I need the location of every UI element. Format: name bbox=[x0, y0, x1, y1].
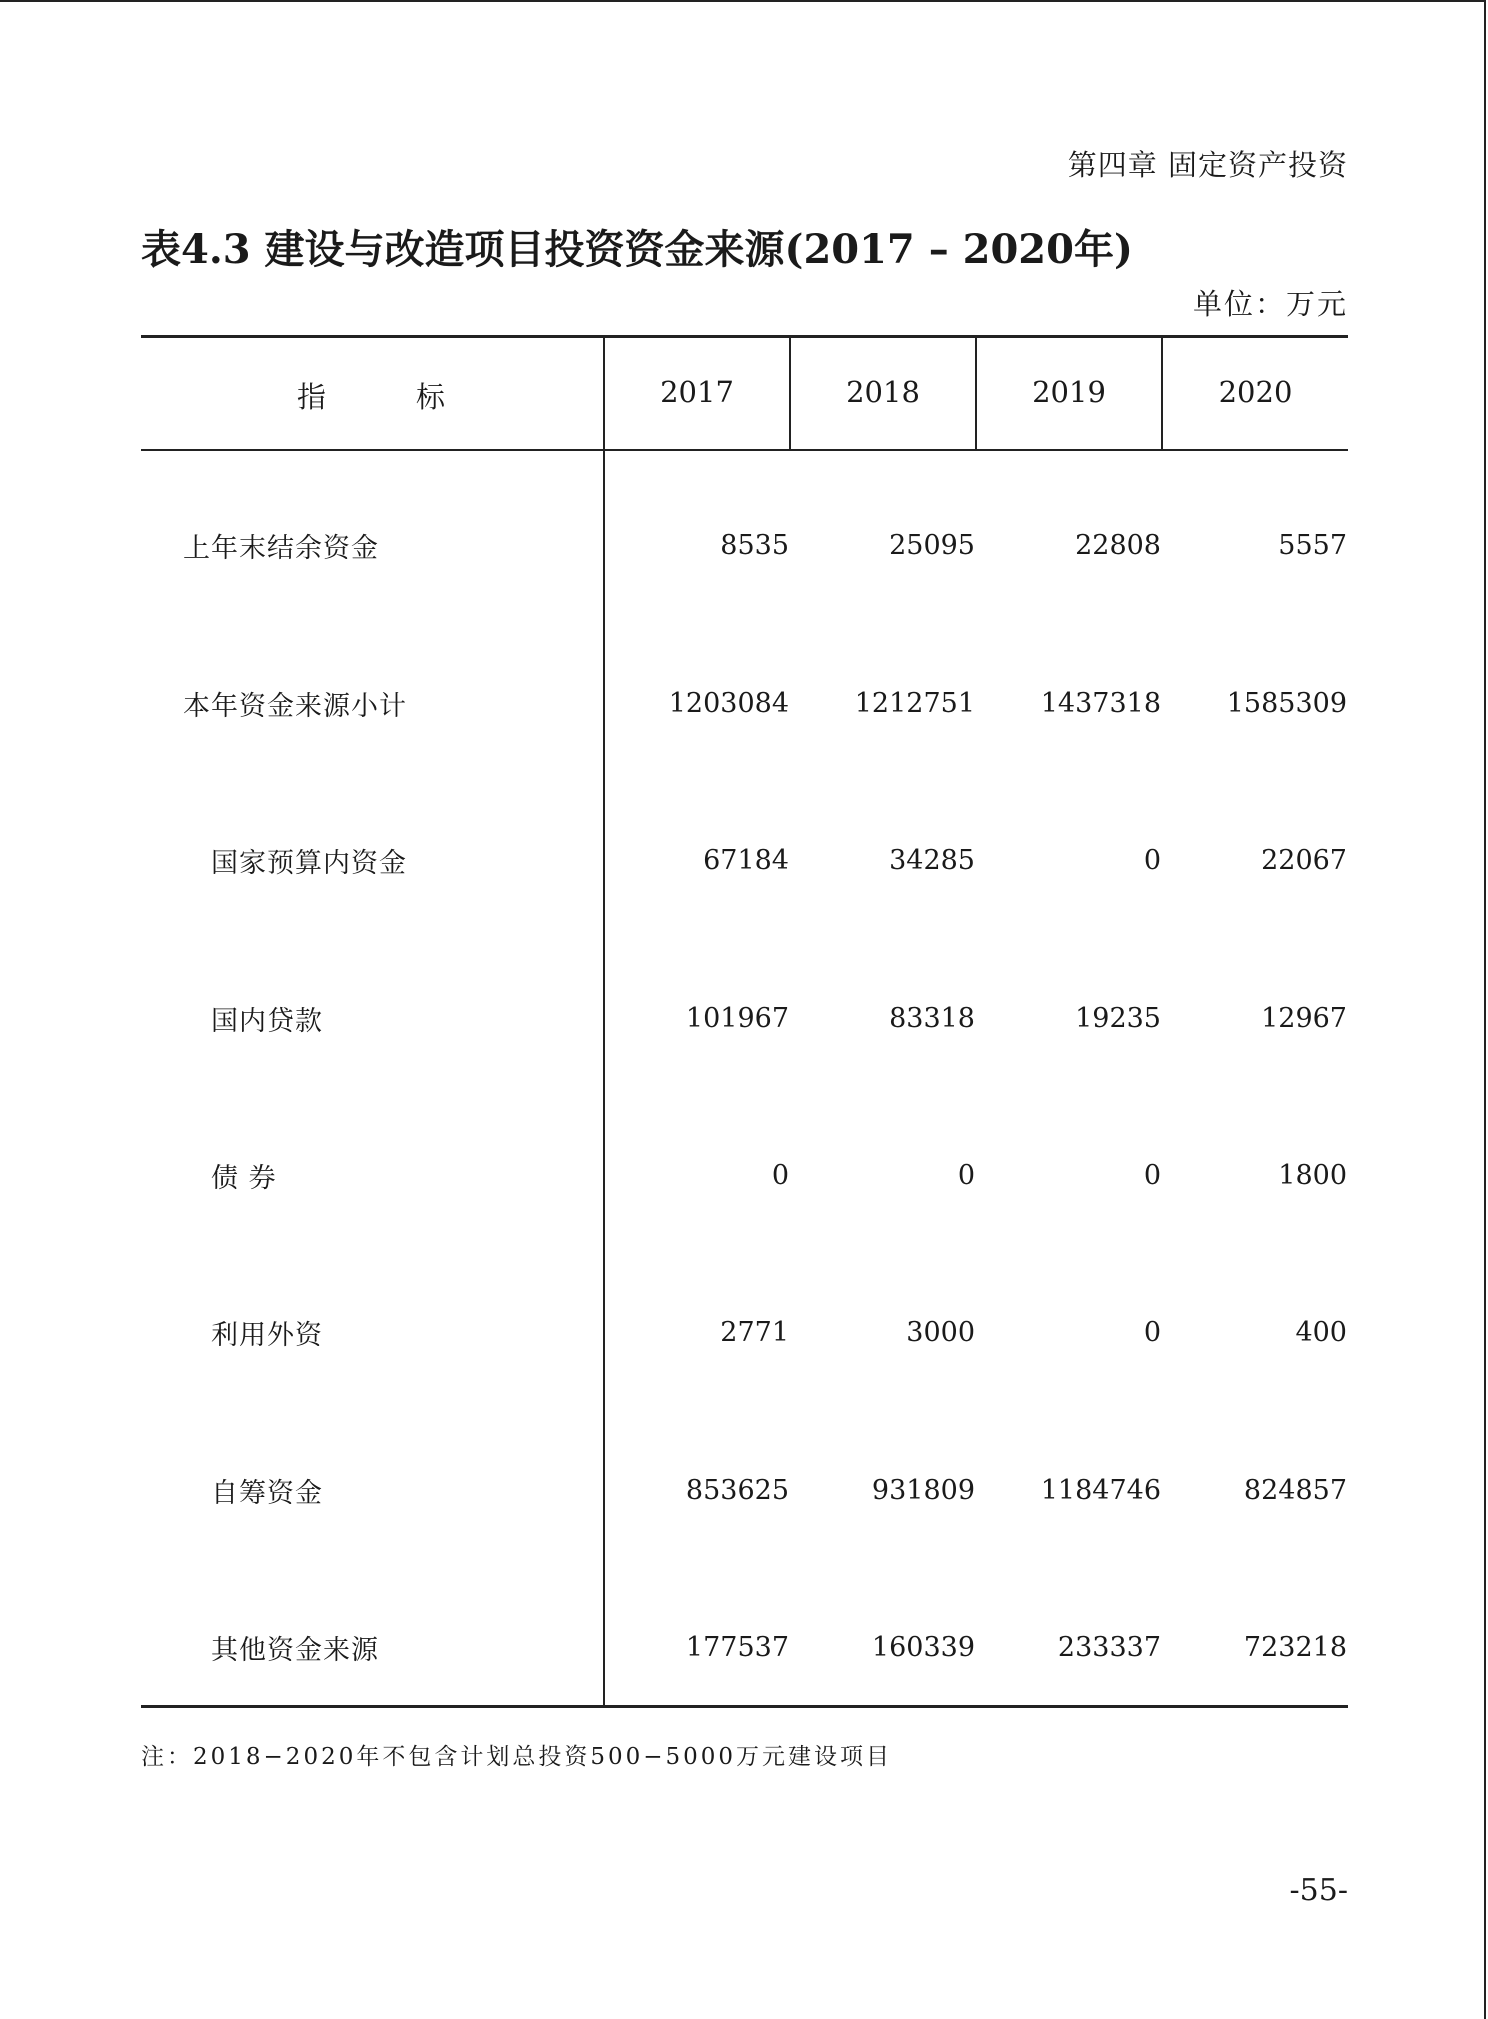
row-value: 0 bbox=[1143, 1160, 1161, 1191]
table-row bbox=[141, 1471, 1348, 1511]
row-value: 67184 bbox=[703, 845, 789, 876]
row-value: 101967 bbox=[685, 1003, 789, 1034]
indicator-header-char: 指 bbox=[296, 380, 328, 414]
row-value: 1203084 bbox=[668, 688, 789, 719]
row-label: 债 券 bbox=[211, 1163, 277, 1194]
row-value: 160339 bbox=[871, 1632, 975, 1663]
indicator-header-char: 标 bbox=[416, 380, 448, 414]
row-value: 853625 bbox=[685, 1475, 789, 1506]
table-row bbox=[141, 1628, 1348, 1668]
table-row bbox=[141, 999, 1348, 1039]
row-label: 国内贷款 bbox=[211, 1006, 323, 1037]
page-number: -55- bbox=[1289, 1873, 1348, 1908]
table-row bbox=[141, 526, 1348, 566]
row-value: 233337 bbox=[1057, 1632, 1161, 1663]
year-header: 2017 bbox=[660, 375, 734, 409]
chapter-header: 第四章 固定资产投资 bbox=[1067, 148, 1348, 182]
row-value: 931809 bbox=[871, 1475, 975, 1506]
row-value: 824857 bbox=[1243, 1475, 1347, 1506]
row-value: 22067 bbox=[1261, 845, 1347, 876]
indicator-header bbox=[141, 375, 603, 416]
table-row bbox=[141, 841, 1348, 881]
table-header-rule bbox=[141, 449, 1348, 451]
row-value: 0 bbox=[1143, 845, 1161, 876]
row-value: 19235 bbox=[1075, 1003, 1161, 1034]
row-value: 1800 bbox=[1278, 1160, 1347, 1191]
row-value: 25095 bbox=[889, 530, 975, 561]
table-bottom-rule bbox=[141, 1705, 1348, 1708]
row-label: 上年末结余资金 bbox=[183, 533, 379, 564]
row-value: 400 bbox=[1295, 1317, 1347, 1348]
row-label: 自筹资金 bbox=[211, 1478, 323, 1509]
row-value: 0 bbox=[1143, 1317, 1161, 1348]
unit-label: 单位：万元 bbox=[1192, 287, 1348, 321]
row-value: 1184746 bbox=[1040, 1475, 1161, 1506]
table-row bbox=[141, 1156, 1348, 1196]
table-row bbox=[141, 684, 1348, 724]
year-header: 2020 bbox=[1218, 375, 1293, 409]
row-value: 1212751 bbox=[854, 688, 975, 719]
year-header: 2018 bbox=[846, 375, 920, 409]
row-value: 5557 bbox=[1278, 530, 1347, 561]
year-header: 2019 bbox=[1032, 375, 1106, 409]
row-value: 2771 bbox=[720, 1317, 789, 1348]
row-value: 8535 bbox=[720, 530, 789, 561]
row-label: 利用外资 bbox=[211, 1320, 323, 1351]
row-value: 34285 bbox=[889, 845, 975, 876]
row-value: 723218 bbox=[1243, 1632, 1347, 1663]
row-value: 3000 bbox=[906, 1317, 975, 1348]
table-top-rule bbox=[141, 335, 1348, 338]
row-label: 国家预算内资金 bbox=[211, 848, 407, 879]
row-value: 177537 bbox=[685, 1632, 789, 1663]
table-title: 表4.3 建设与改造项目投资资金来源(2017 – 2020年) bbox=[141, 226, 1133, 273]
row-value: 12967 bbox=[1261, 1003, 1347, 1034]
table-row bbox=[141, 1313, 1348, 1353]
row-value: 1585309 bbox=[1226, 688, 1347, 719]
row-label: 其他资金来源 bbox=[211, 1635, 379, 1666]
table-note: 注：2018−2020年不包含计划总投资500−5000万元建设项目 bbox=[141, 1744, 893, 1770]
row-label: 本年资金来源小计 bbox=[183, 691, 407, 722]
row-value: 0 bbox=[957, 1160, 975, 1191]
row-value: 0 bbox=[771, 1160, 789, 1191]
row-value: 22808 bbox=[1075, 530, 1161, 561]
row-value: 1437318 bbox=[1040, 688, 1161, 719]
row-value: 83318 bbox=[889, 1003, 975, 1034]
